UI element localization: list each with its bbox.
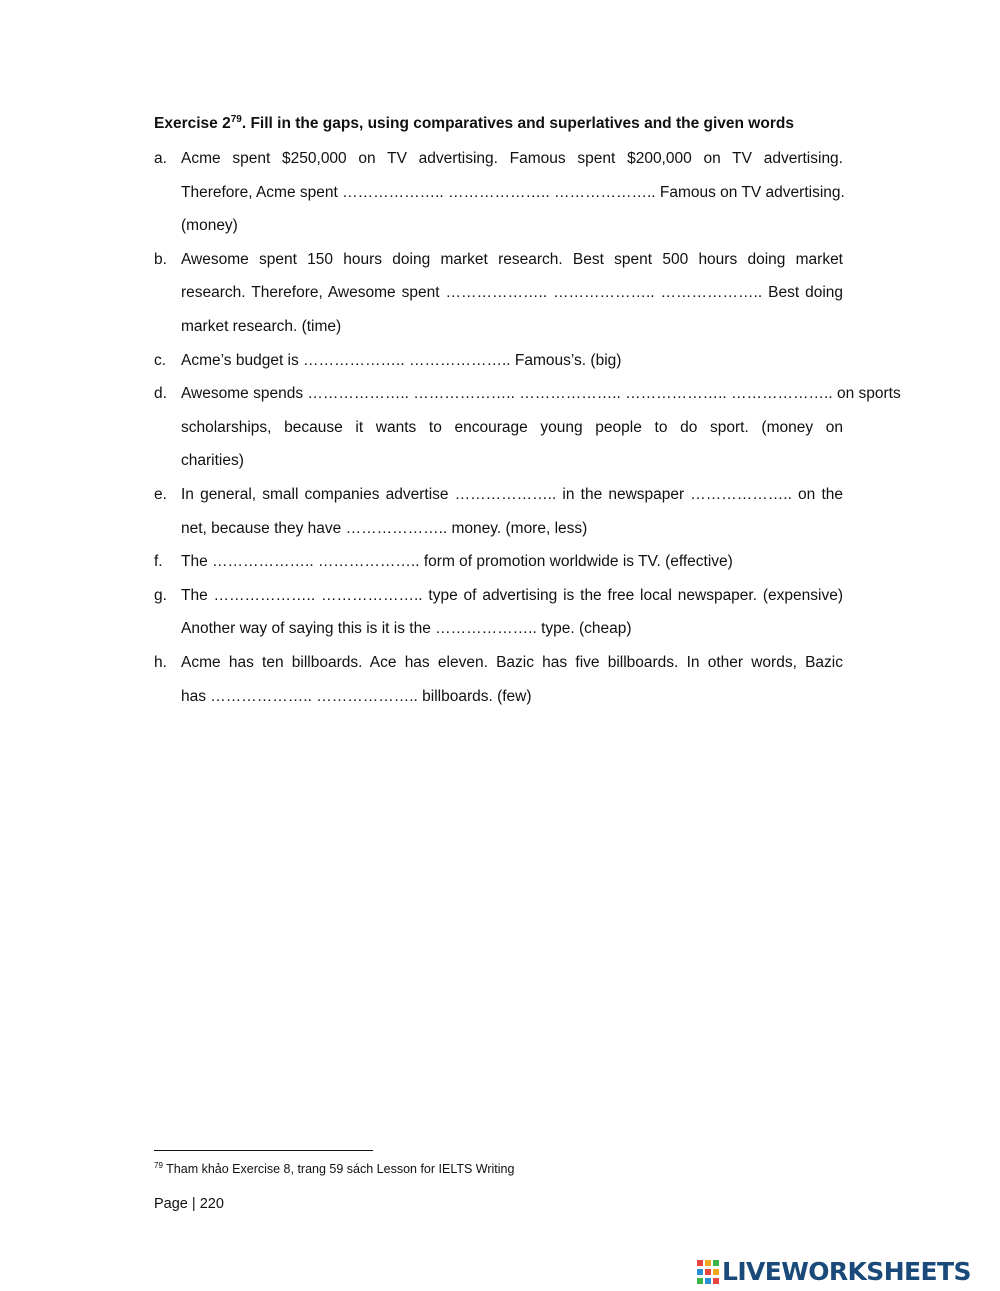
exercise-item (154, 478, 843, 545)
exercise-title (154, 112, 854, 136)
item-text-line: Awesome spent 150 hours doing market research. Best spent 500 hours doing market (181, 250, 843, 268)
liveworksheets-logo-icon (697, 1260, 719, 1284)
exercise-list (154, 142, 901, 713)
item-text-line: Awesome spends ……………….. ……………….. ……………….. ……………….. ……………….. on sports (181, 385, 901, 403)
item-letter: d. (154, 385, 167, 403)
liveworksheets-brand[interactable] (697, 1257, 971, 1287)
item-text-line: In general, small companies advertise ……………….. in the newspaper ……………….. on the (181, 485, 843, 503)
exercise-item (154, 579, 843, 646)
item-letter: a. (154, 150, 167, 167)
item-letter: f. (154, 553, 163, 571)
item-letter: c. (154, 351, 167, 369)
item-text-line: The ……………….. ……………….. form of promotion worldwide is TV. (effective) (181, 553, 733, 571)
item-text-line: has ……………….. ……………….. billboards. (few) (181, 687, 532, 705)
item-text-line: market research. (time) (181, 317, 342, 335)
item-text-line: (money) (181, 217, 238, 235)
item-text-line: Therefore, Acme spent ……………….. ……………….. ……………….. Famous on TV advertising. (181, 183, 845, 201)
item-letter: g. (154, 586, 167, 604)
exercise-item (154, 646, 843, 713)
exercise-item (154, 243, 843, 344)
item-text-line: scholarships, because it wants to encourage young people to do sport. (money on (181, 418, 843, 436)
exercise-title-footnote-ref: 79 (230, 113, 242, 125)
item-text-line: net, because they have ……………….. money. (more, less) (181, 519, 588, 537)
item-letter: e. (154, 485, 167, 503)
item-letter: h. (154, 653, 167, 671)
exercise-item (154, 344, 843, 378)
item-text-line: Another way of saying this is it is the ……………….. type. (cheap) (181, 620, 632, 638)
item-text-line: The ……………….. ……………….. type of advertising is the free local newspaper. (expensive) (181, 586, 843, 604)
item-text-line: research. Therefore, Awesome spent ……………….. ……………….. ……………….. Best doing (181, 284, 843, 302)
footnote-ref: 79 (154, 1160, 163, 1170)
exercise-item (154, 377, 901, 478)
page-number: Page | 220 (154, 1196, 224, 1212)
item-text-line: Acme spent $250,000 on TV advertising. Famous spent $200,000 on TV advertising. (181, 150, 843, 167)
liveworksheets-wordmark: LIVEWORKSHEETS (722, 1257, 971, 1286)
item-letter: b. (154, 250, 167, 268)
exercise-item (154, 545, 843, 579)
item-text-line: Acme’s budget is ……………….. ……………….. Famous’s. (big) (181, 351, 622, 369)
exercise-title-text: . Fill in the gaps, using comparatives and superlatives and the given words (241, 115, 794, 132)
exercise-item (154, 142, 843, 243)
item-text-line: charities) (181, 452, 244, 470)
footnote (154, 1160, 514, 1178)
exercise-title-prefix: Exercise 2 (154, 115, 231, 132)
footnote-text: Tham khảo Exercise 8, trang 59 sách Lesson for IELTS Writing (162, 1162, 515, 1176)
footnote-divider (154, 1150, 373, 1151)
item-text-line: Acme has ten billboards. Ace has eleven. Bazic has five billboards. In other words, Bazic (181, 653, 843, 671)
